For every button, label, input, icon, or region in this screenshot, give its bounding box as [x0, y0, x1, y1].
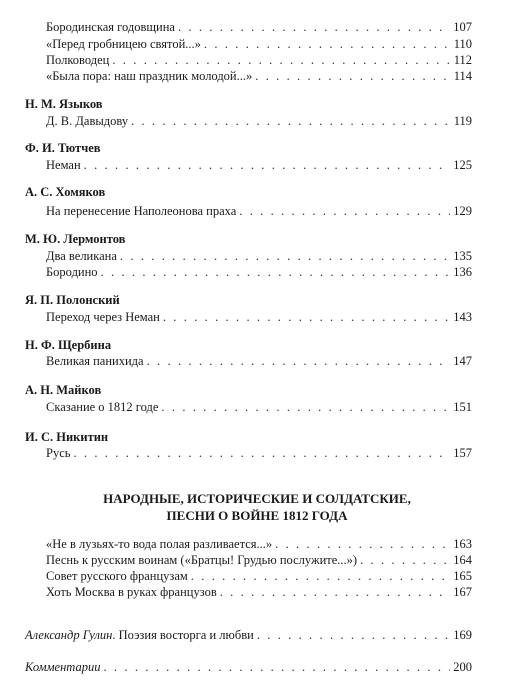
- dot-leader: [255, 69, 450, 84]
- section-heading-line-2: ПЕСНИ О ВОЙНЕ 1812 ГОДА: [166, 508, 348, 523]
- entry-page: 165: [453, 569, 472, 583]
- toc-entry[interactable]: [46, 553, 472, 568]
- section-heading-line-1: НАРОДНЫЕ, ИСТОРИЧЕСКИЕ И СОЛДАТСКИЕ,: [103, 491, 411, 506]
- dot-leader: [161, 400, 450, 415]
- dot-leader: [275, 537, 450, 552]
- entry-title: «Не в лузьях-то вода полая разливается...»: [46, 537, 273, 551]
- entry-page: 107: [453, 20, 472, 34]
- dot-leader: [101, 265, 451, 280]
- afterword-title: . Поэзия восторга и любви: [112, 628, 254, 642]
- entry-page: 114: [453, 69, 472, 83]
- author-heading: Ф. И. Тютчев: [25, 141, 101, 155]
- entry-title: Неман: [46, 158, 81, 172]
- entry-page: 147: [453, 354, 472, 368]
- toc-entry[interactable]: [46, 265, 472, 280]
- dot-leader: [220, 585, 451, 600]
- entry-title: Песнь к русским воинам («Братцы! Грудью послужите...»): [46, 553, 358, 567]
- entry-title: «Была пора: наш праздник молодой...»: [46, 69, 253, 83]
- entry-title: Совет русского французам: [46, 569, 188, 583]
- entry-title: Бородино: [46, 265, 98, 279]
- dot-leader: [84, 158, 451, 173]
- toc-entry[interactable]: [46, 446, 472, 461]
- dot-leader: [147, 354, 451, 369]
- author-heading: А. С. Хомяков: [25, 185, 106, 199]
- dot-leader: [73, 446, 450, 461]
- entry-title: Д. В. Давыдову: [46, 114, 129, 128]
- commentary-title: Комментарии: [25, 660, 101, 674]
- entry-page: 164: [453, 553, 472, 567]
- dot-leader: [191, 569, 450, 584]
- toc-entry[interactable]: [46, 53, 472, 68]
- entry-title: [25, 628, 254, 643]
- entry-title: На перенесение Наполеонова праха: [46, 204, 237, 218]
- toc-entry[interactable]: [46, 537, 472, 552]
- toc-entry[interactable]: [46, 20, 472, 35]
- entry-title: Хоть Москва в руках французов: [46, 585, 217, 599]
- toc-entry[interactable]: [46, 585, 472, 600]
- toc-entry[interactable]: [46, 204, 472, 219]
- entry-page: 163: [453, 537, 472, 551]
- dot-leader: [163, 310, 450, 325]
- entry-page: 135: [453, 249, 472, 263]
- author-heading: Я. П. Полонский: [25, 293, 120, 307]
- dot-leader: [178, 20, 450, 35]
- author-heading: И. С. Никитин: [25, 430, 109, 444]
- author-heading: А. Н. Майков: [25, 383, 102, 397]
- afterword-author: Александр Гулин: [25, 628, 113, 642]
- entry-title: Русь: [46, 446, 71, 460]
- afterword-entry[interactable]: [25, 628, 472, 643]
- author-heading: Н. М. Языков: [25, 97, 103, 111]
- entry-title: Бородинская годовщина: [46, 20, 175, 34]
- toc-entry[interactable]: [46, 69, 472, 84]
- entry-page: 119: [453, 114, 472, 128]
- entry-title: «Перед гробницею святой...»: [46, 37, 201, 51]
- toc-entry[interactable]: [46, 569, 472, 584]
- entry-page: 129: [453, 204, 472, 218]
- author-heading: Н. Ф. Щербина: [25, 338, 112, 352]
- entry-page: 200: [453, 660, 472, 674]
- toc-entry[interactable]: [46, 400, 472, 415]
- toc-entry[interactable]: [46, 354, 472, 369]
- commentary-entry[interactable]: [25, 660, 472, 675]
- dot-leader: [239, 204, 450, 219]
- toc-entry[interactable]: [46, 114, 472, 129]
- entry-page: 125: [453, 158, 472, 172]
- entry-title: Полководец: [46, 53, 110, 67]
- entry-page: 167: [453, 585, 472, 599]
- entry-page: 151: [453, 400, 472, 414]
- entry-page: 110: [453, 37, 472, 51]
- dot-leader: [120, 249, 450, 264]
- dot-leader: [112, 53, 450, 68]
- entry-page: 157: [453, 446, 472, 460]
- entry-title: Переход через Неман: [46, 310, 160, 324]
- entry-page: 143: [453, 310, 472, 324]
- dot-leader: [131, 114, 451, 129]
- dot-leader: [204, 37, 451, 52]
- toc-entry[interactable]: [46, 158, 472, 173]
- entry-title: Два великана: [46, 249, 117, 263]
- author-heading: М. Ю. Лермонтов: [25, 232, 126, 246]
- toc-entry[interactable]: [46, 37, 472, 52]
- entry-page: 136: [453, 265, 472, 279]
- entry-title: Сказание о 1812 годе: [46, 400, 159, 414]
- dot-leader: [360, 553, 450, 568]
- entry-title: Великая панихида: [46, 354, 144, 368]
- toc-entry[interactable]: [46, 249, 472, 264]
- toc-entry[interactable]: [46, 310, 472, 325]
- entry-page: 112: [453, 53, 472, 67]
- dot-leader: [103, 660, 450, 675]
- entry-page: 169: [453, 628, 472, 642]
- dot-leader: [257, 628, 450, 643]
